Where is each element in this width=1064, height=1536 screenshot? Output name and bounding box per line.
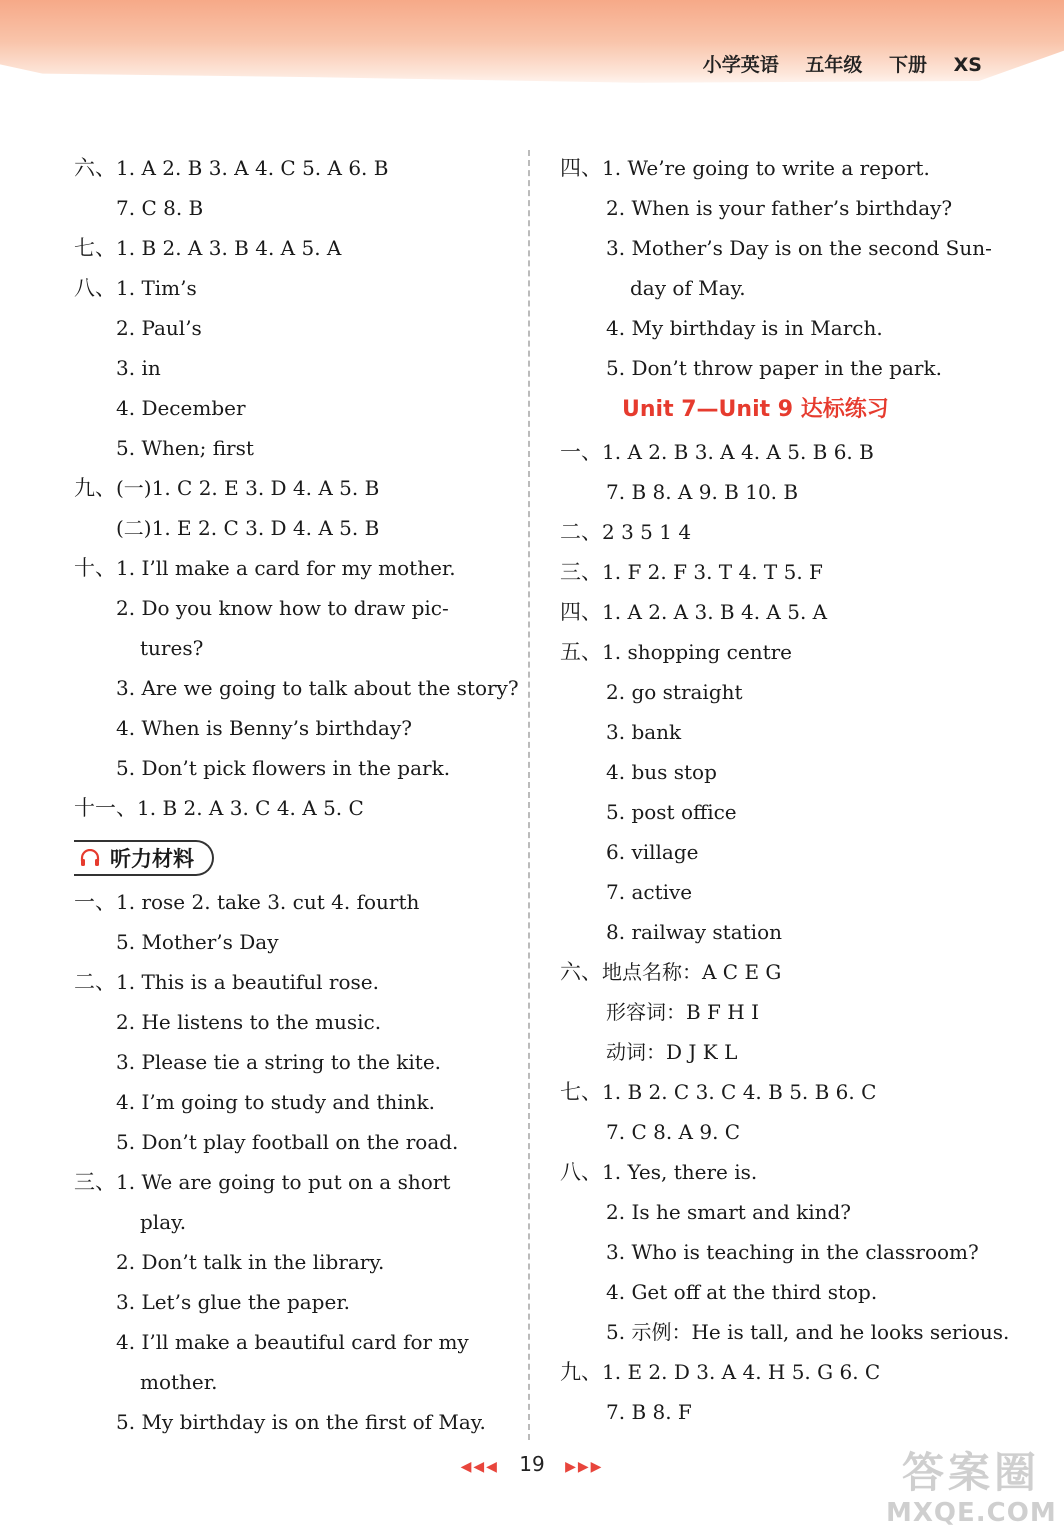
answer-line <box>560 632 1000 672</box>
right-top-answer-list <box>560 148 1000 388</box>
answer-text: 2. Do you know how to draw pic- <box>116 596 449 620</box>
answer-text: 1. rose 2. take 3. cut 4. fourth <box>116 890 420 914</box>
answer-line <box>560 432 1000 472</box>
answer-line <box>560 912 1000 952</box>
answer-line <box>560 1192 1000 1232</box>
answer-text: mother. <box>140 1370 218 1394</box>
answer-line <box>74 708 514 748</box>
answer-text: 1. I’ll make a card for my mother. <box>116 556 456 580</box>
answer-text: day of May. <box>630 276 746 300</box>
listening-badge <box>74 840 214 876</box>
header-volume: 下册 <box>889 54 928 76</box>
section-label: 八、 <box>74 276 116 300</box>
answer-text: 5. When; first <box>116 436 254 460</box>
watermark-bottom: MXQE.COM <box>886 1498 1057 1528</box>
section-label: 三、 <box>74 1170 116 1194</box>
headphone-icon <box>80 849 100 867</box>
answer-line <box>74 308 514 348</box>
running-header <box>683 50 982 77</box>
unit-title: Unit 7—Unit 9 达标练习 <box>622 397 889 422</box>
answer-line <box>74 962 514 1002</box>
footer-right-arrows: ▶▶▶ <box>565 1459 604 1475</box>
answer-text: play. <box>140 1210 187 1234</box>
answer-line <box>560 872 1000 912</box>
section-label: 一、 <box>74 890 116 914</box>
answer-text: 1. We are going to put on a short <box>116 1170 451 1194</box>
left-answer-list <box>74 148 519 828</box>
answer-text: 7. active <box>606 880 693 904</box>
answer-line <box>560 1352 1000 1392</box>
section-label: 一、 <box>560 440 602 464</box>
answer-line <box>560 188 1000 228</box>
answer-text: 1. A 2. B 3. A 4. A 5. B 6. B <box>602 440 874 464</box>
answer-line <box>560 1392 1000 1432</box>
section-label: 七、 <box>560 1080 602 1104</box>
answer-line <box>560 228 1000 268</box>
answer-line <box>560 308 1000 348</box>
answer-text: 1. A 2. A 3. B 4. A 5. A <box>602 600 828 624</box>
answer-line <box>560 712 1000 752</box>
header-band <box>0 0 1064 92</box>
answer-line <box>560 1152 1000 1192</box>
section-label: 二、 <box>560 520 602 544</box>
answer-text: 4. My birthday is in March. <box>606 316 883 340</box>
answer-text: 1. shopping centre <box>602 640 793 664</box>
answer-line <box>74 882 514 922</box>
section-label: 三、 <box>560 560 602 584</box>
header-edition: XS <box>953 54 982 76</box>
answer-text: 4. December <box>116 396 246 420</box>
answer-line <box>560 268 1000 308</box>
answer-line <box>74 348 514 388</box>
answer-line <box>74 508 514 548</box>
section-label: 九、 <box>74 476 116 500</box>
answer-line <box>560 472 1000 512</box>
answer-line <box>74 1002 514 1042</box>
column-divider <box>528 150 530 1440</box>
footer-left-arrows: ◀◀◀ <box>460 1459 499 1475</box>
page-number: 19 <box>519 1452 545 1476</box>
listening-list <box>74 882 514 1442</box>
answer-text: 3. bank <box>606 720 682 744</box>
answer-text: 3. Are we going to talk about the story? <box>116 676 519 700</box>
answer-text: 5. 示例：He is tall, and he looks serious. <box>606 1320 1010 1344</box>
answer-text: 3. Who is teaching in the classroom? <box>606 1240 979 1264</box>
answer-text: 5. Mother’s Day <box>116 930 279 954</box>
answer-line <box>74 1082 514 1122</box>
answer-text: 3. Please tie a string to the kite. <box>116 1050 442 1074</box>
section-label: 六、 <box>560 960 602 984</box>
answer-text: 4. When is Benny’s birthday? <box>116 716 412 740</box>
section-label: 二、 <box>74 970 116 994</box>
section-label: 四、 <box>560 156 602 180</box>
answer-text: 1. Yes, there is. <box>602 1160 758 1184</box>
header-subject: 小学英语 <box>702 54 779 76</box>
answer-text: (二)1. E 2. C 3. D 4. A 5. B <box>116 516 380 540</box>
section-label: 十一、 <box>74 796 137 820</box>
answer-text: 4. I’m going to study and think. <box>116 1090 436 1114</box>
answer-line <box>560 672 1000 712</box>
answer-text: 1. Tim’s <box>116 276 197 300</box>
answer-text: 2. Don’t talk in the library. <box>116 1250 385 1274</box>
answer-text: 5. Don’t throw paper in the park. <box>606 356 942 380</box>
answer-text: 4. I’ll make a beautiful card for my <box>116 1330 469 1354</box>
answer-line <box>74 1042 514 1082</box>
answer-line <box>74 1122 514 1162</box>
answer-line <box>560 952 1000 992</box>
answer-line <box>560 792 1000 832</box>
answer-text: 1. A 2. B 3. A 4. C 5. A 6. B <box>116 156 389 180</box>
answer-line <box>74 268 514 308</box>
answer-line <box>560 512 1000 552</box>
answer-line <box>74 628 514 668</box>
answer-line <box>74 1162 514 1202</box>
answer-line <box>74 548 514 588</box>
answer-line <box>74 922 514 962</box>
answer-text: 3. Let’s glue the paper. <box>116 1290 351 1314</box>
watermark-top: 答案圈 <box>901 1448 1040 1497</box>
section-label: 四、 <box>560 600 602 624</box>
answer-text: 形容词：B F H I <box>606 1000 759 1024</box>
answer-line <box>560 552 1000 592</box>
header-grade: 五年级 <box>805 54 863 76</box>
answer-line <box>74 148 514 188</box>
listening-title: 听力材料 <box>110 847 194 871</box>
answer-line <box>74 1322 514 1362</box>
answer-text: 1. E 2. D 3. A 4. H 5. G 6. C <box>602 1360 881 1384</box>
answer-text: 2. Is he smart and kind? <box>606 1200 852 1224</box>
answer-line <box>560 1312 1010 1352</box>
answer-line <box>560 1232 1000 1272</box>
answer-text: 1. This is a beautiful rose. <box>116 970 379 994</box>
answer-text: 2. go straight <box>606 680 743 704</box>
answer-text: 动词：D J K L <box>606 1040 738 1064</box>
answer-line <box>74 668 519 708</box>
answer-text: 2 3 5 1 4 <box>602 520 692 544</box>
answer-text: 3. Mother’s Day is on the second Sun- <box>606 236 992 260</box>
answer-text: 1. We’re going to write a report. <box>602 156 930 180</box>
answer-line <box>560 592 1000 632</box>
answer-text: tures? <box>140 636 204 660</box>
answer-line <box>74 788 514 828</box>
section-label: 六、 <box>74 156 116 180</box>
answer-text: 2. He listens to the music. <box>116 1010 382 1034</box>
answer-line <box>74 1202 514 1242</box>
answer-line <box>74 388 514 428</box>
answer-line <box>560 1272 1000 1312</box>
section-label: 七、 <box>74 236 116 260</box>
answer-text: 7. C 8. B <box>116 196 204 220</box>
answer-line <box>560 1072 1000 1112</box>
answer-line <box>74 1362 514 1402</box>
section-label: 五、 <box>560 640 602 664</box>
section-label: 九、 <box>560 1360 602 1384</box>
section-label: 十、 <box>74 556 116 580</box>
answer-text: 7. B 8. A 9. B 10. B <box>606 480 799 504</box>
answer-line <box>560 148 1000 188</box>
answer-text: 5. Don’t pick flowers in the park. <box>116 756 451 780</box>
answer-line <box>74 1242 514 1282</box>
right-column <box>560 148 1010 1432</box>
answer-line <box>74 468 514 508</box>
left-column <box>74 148 519 1442</box>
watermark-logo <box>886 1448 1056 1532</box>
answer-text: 7. B 8. F <box>606 1400 692 1424</box>
answer-line <box>74 188 514 228</box>
answer-text: 1. B 2. C 3. C 4. B 5. B 6. C <box>602 1080 877 1104</box>
answer-text: 2. Paul’s <box>116 316 202 340</box>
answer-line <box>560 832 1000 872</box>
answer-line <box>74 1282 514 1322</box>
right-answer-list <box>560 432 1010 1432</box>
answer-line <box>560 992 1000 1032</box>
answer-text: 6. village <box>606 840 699 864</box>
answer-line <box>560 752 1000 792</box>
answer-line <box>74 588 514 628</box>
answer-text: 4. Get off at the third stop. <box>606 1280 878 1304</box>
answer-text: 地点名称：A C E G <box>602 960 782 984</box>
answer-text: 2. When is your father’s birthday? <box>606 196 953 220</box>
answer-line <box>74 228 514 268</box>
answer-text: 5. post office <box>606 800 737 824</box>
answer-line <box>560 1112 1000 1152</box>
answer-line <box>74 428 514 468</box>
listening-section-heading <box>74 838 514 878</box>
answer-text: 5. Don’t play football on the road. <box>116 1130 459 1154</box>
answer-line <box>560 348 1000 388</box>
answer-text: 3. in <box>116 356 161 380</box>
answer-line <box>560 1032 1000 1072</box>
answer-text: 1. B 2. A 3. C 4. A 5. C <box>137 796 364 820</box>
answer-line <box>74 1402 514 1442</box>
answer-text: 5. My birthday is on the first of May. <box>116 1410 486 1434</box>
answer-text: 7. C 8. A 9. C <box>606 1120 741 1144</box>
answer-text: 4. bus stop <box>606 760 717 784</box>
answer-text: (一)1. C 2. E 3. D 4. A 5. B <box>116 476 380 500</box>
answer-text: 1. F 2. F 3. T 4. T 5. F <box>602 560 823 584</box>
answer-text: 8. railway station <box>606 920 782 944</box>
answer-text: 1. B 2. A 3. B 4. A 5. A <box>116 236 342 260</box>
section-label: 八、 <box>560 1160 602 1184</box>
answer-line <box>74 748 514 788</box>
